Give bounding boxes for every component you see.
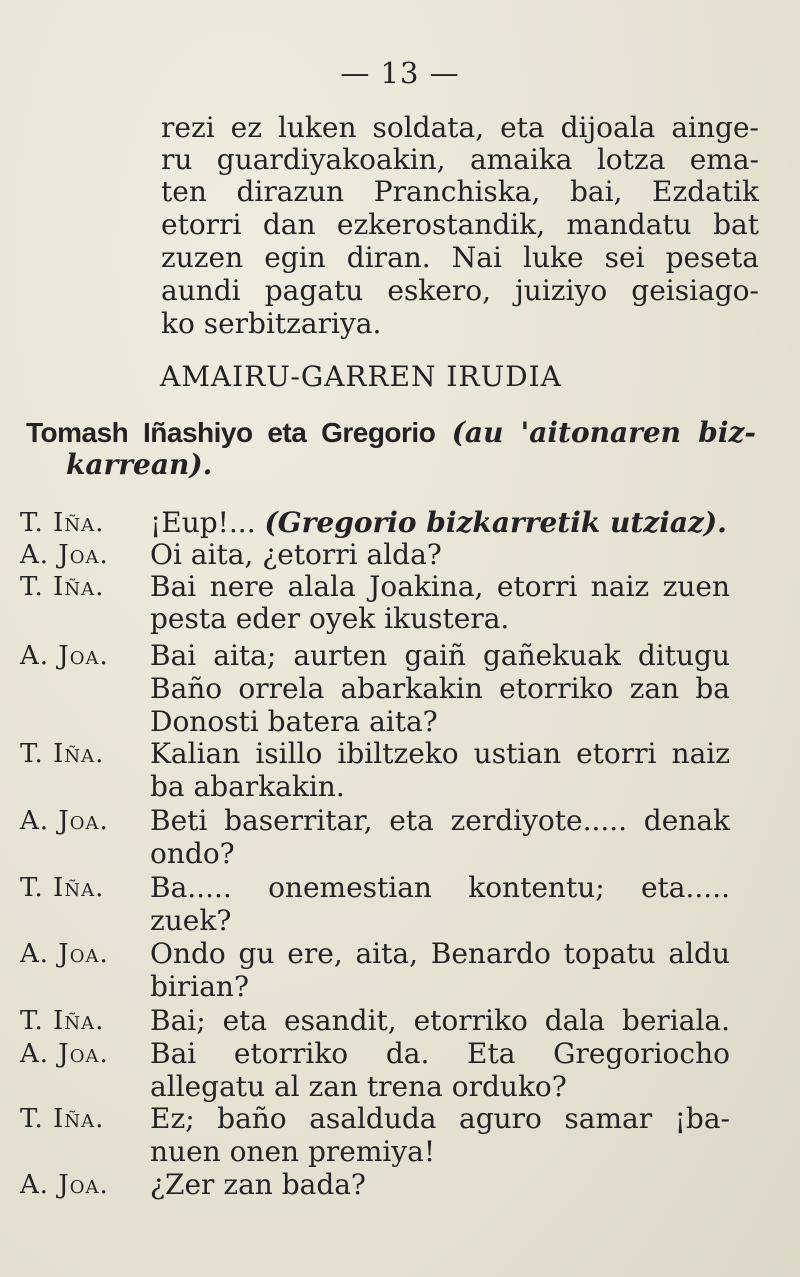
speech-line: Ba..... onemestian kontentu; eta..... bbox=[150, 871, 730, 904]
scene-stage-direction: (au 'aitonaren biz- bbox=[451, 416, 756, 449]
paragraph-line: zuzen egin diran. Nai luke sei peseta bbox=[161, 241, 759, 274]
speaker-label: T. Iña. bbox=[20, 1006, 105, 1036]
speech-line: ondo? bbox=[150, 837, 235, 870]
paragraph-line: ko serbitzariya. bbox=[161, 307, 382, 340]
speaker-label: A. Joa. bbox=[20, 641, 109, 671]
paragraph-line: ten dirazun Pranchiska, bai, Ezdatik bbox=[161, 175, 759, 208]
speaker-label: T. Iña. bbox=[20, 1104, 105, 1134]
speech-line: Bai aita; aurten gaiñ gañekuak ditugu bbox=[150, 639, 730, 672]
paragraph-line: etorri dan ezkerostandik, mandatu bat bbox=[161, 208, 759, 241]
paragraph-line: rezi ez luken soldata, eta dijoala ainge- bbox=[161, 111, 759, 144]
speech-line bbox=[150, 506, 727, 539]
scene-stage-direction-continued: karrean). bbox=[66, 448, 213, 481]
speech-line: Bai; eta esandit, etorriko dala beriala. bbox=[150, 1004, 730, 1037]
speech-line: pesta eder oyek ikustera. bbox=[150, 602, 510, 635]
speaker-label: A. Joa. bbox=[20, 1170, 109, 1200]
speech-line: allegatu al zan trena orduko? bbox=[150, 1070, 567, 1103]
speaker-label: T. Iña. bbox=[20, 739, 105, 769]
speech-line: ba abarkakin. bbox=[150, 770, 345, 803]
speech-line: Ondo gu ere, aita, Benardo topatu aldu bbox=[150, 937, 730, 970]
page-number: — 13 — bbox=[340, 56, 460, 90]
scene-title: AMAIRU-GARREN IRUDIA bbox=[160, 360, 562, 393]
speaker-label: A. Joa. bbox=[20, 1039, 109, 1069]
speaker-label: A. Joa. bbox=[20, 806, 109, 836]
speech-line: Oi aita, ¿etorri alda? bbox=[150, 538, 442, 571]
speech-text: ¡Eup!... bbox=[150, 506, 256, 539]
speaker-label: T. Iña. bbox=[20, 508, 105, 538]
scene-characters: Tomash Iñashiyo eta Gregorio bbox=[26, 417, 436, 448]
speech-line: Bai nere alala Joakina, etorri naiz zuen bbox=[150, 570, 730, 603]
stage-direction: (Gregorio bizkarretik utziaz). bbox=[264, 506, 727, 539]
speech-line: Beti baserritar, eta zerdiyote..... denak bbox=[150, 804, 730, 837]
speech-line: Bai etorriko da. Eta Gregoriocho bbox=[150, 1037, 730, 1070]
speech-line: Baño orrela abarkakin etorriko zan ba bbox=[150, 672, 730, 705]
speaker-label: T. Iña. bbox=[20, 572, 105, 602]
speech-line: zuek? bbox=[150, 904, 232, 937]
speech-line: ¿Zer zan bada? bbox=[150, 1168, 366, 1201]
paragraph-line: ru guardiyakoakin, amaika lotza ema- bbox=[161, 143, 759, 176]
speech-line: nuen onen premiya! bbox=[150, 1135, 436, 1168]
speech-line: birian? bbox=[150, 970, 249, 1003]
scene-description bbox=[26, 416, 756, 449]
paragraph-line: aundi pagatu eskero, juiziyo geisiago- bbox=[161, 274, 759, 307]
speaker-label: A. Joa. bbox=[20, 939, 109, 969]
speech-line: Kalian isillo ibiltzeko ustian etorri naiz bbox=[150, 737, 730, 770]
speaker-label: T. Iña. bbox=[20, 873, 105, 903]
speaker-label: A. Joa. bbox=[20, 540, 109, 570]
speech-line: Donosti batera aita? bbox=[150, 705, 438, 738]
speech-line: Ez; baño asalduda aguro samar ¡ba- bbox=[150, 1102, 730, 1135]
